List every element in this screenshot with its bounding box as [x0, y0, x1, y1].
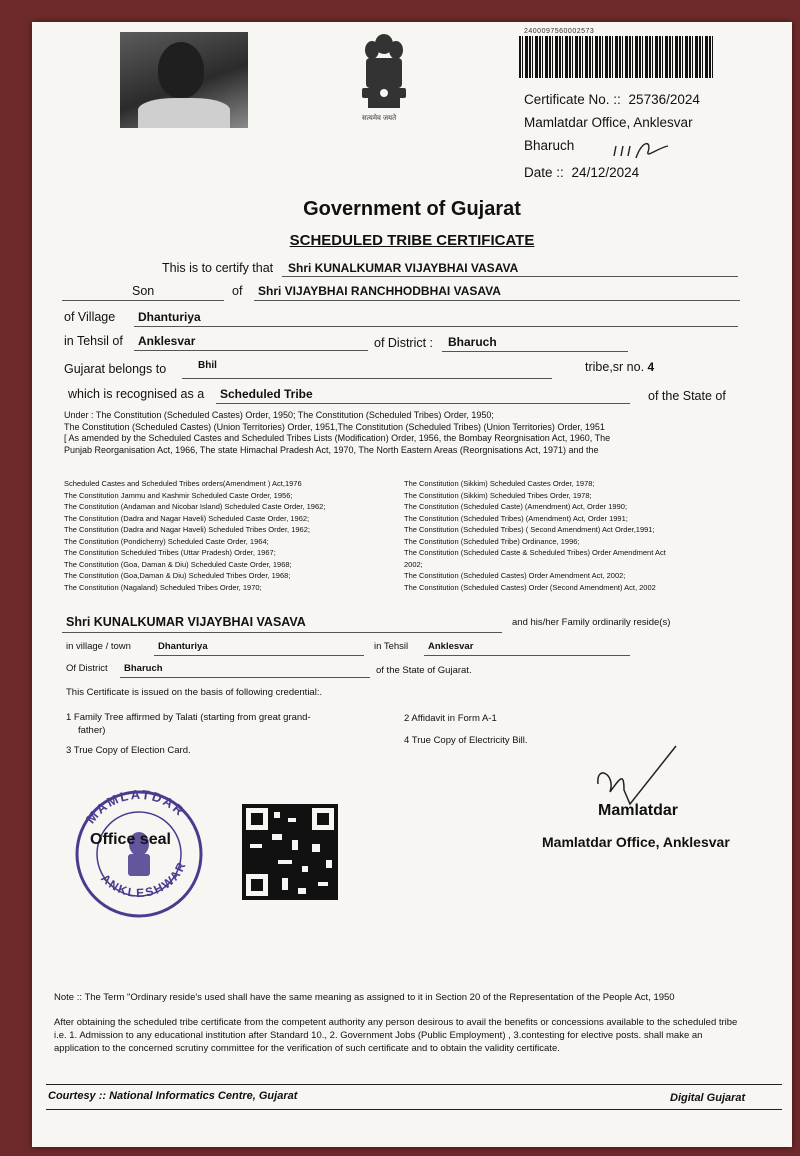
- office-seal: [64, 782, 214, 922]
- credential-2: 2 Affidavit in Form A-1: [404, 713, 497, 724]
- issuing-office: Mamlatdar Office, Anklesvar: [524, 115, 693, 130]
- residence-state-label: of the State of Gujarat.: [376, 665, 472, 676]
- recognised-value: Scheduled Tribe: [220, 387, 313, 401]
- certificate-number: 25736/2024: [628, 92, 700, 107]
- credential-3: 3 True Copy of Election Card.: [66, 745, 191, 756]
- tehsil-value: Anklesvar: [138, 334, 196, 348]
- state-of-label: of the State of: [648, 389, 726, 403]
- footer-digital-gujarat: Digital Gujarat: [670, 1092, 746, 1104]
- svg-text:MAMLATDAR: MAMLATDAR: [82, 786, 189, 827]
- residence-tehsil-label: in Tehsil: [374, 641, 409, 652]
- residence-district-value: Bharuch: [124, 663, 163, 674]
- footer-courtesy: Courtesy :: National Informatics Centre, Gujarat: [48, 1090, 298, 1102]
- tehsil-label: in Tehsil of: [64, 334, 123, 348]
- issue-date-row: Date :: 24/12/2024: [524, 165, 640, 180]
- qr-code: [242, 804, 338, 900]
- credential-4: 4 True Copy of Electricity Bill.: [404, 735, 528, 746]
- district-value: Bharuch: [448, 335, 497, 349]
- residence-village-value: Dhanturiya: [158, 641, 208, 652]
- barcode: [519, 36, 713, 78]
- orders-list-right: The Constitution (Sikkim) Scheduled Castes Order, 1978; The Constitution (Sikkim) Scheduled Tribes Order, 1978; The Constitution (Scheduled Caste) (Amendment) Act, Order 1990; The Constitution (Scheduled Tribes) (Amendment) Act, Order 1991; The Constitution (Scheduled Tribes) ( Second Amendment) Act Order,1991; The Constitution (Scheduled Tribe) Ordinance, 1996; The Constitution (Scheduled Caste & Scheduled Tribes) Order Amendment Act 2002; The Constitution (Scheduled Castes) Order Amendment Act, 2002; The Constitution (Scheduled Castes) Order (Second Amendment) Act, 2002: [404, 479, 666, 592]
- emblem-motto: सत्यमेव जयते: [362, 115, 397, 122]
- relation-value: Son: [132, 284, 155, 298]
- village-label: of Village: [64, 310, 116, 324]
- state-emblem-icon: [354, 30, 414, 120]
- credential-1: 1 Family Tree affirmed by Talati (starting from great grand- father): [66, 712, 311, 736]
- of-label: of: [232, 284, 243, 298]
- tribe-sr-row: tribe,sr no. 4: [585, 360, 655, 374]
- residence-tehsil-value: Anklesvar: [428, 641, 474, 652]
- recognised-label: which is recognised as a: [68, 387, 205, 401]
- tribe-sr-value: 4: [647, 360, 655, 374]
- person-name: Shri KUNALKUMAR VIJAYBHAI VASAVA: [288, 261, 519, 275]
- certificate-paper: [32, 22, 792, 1147]
- issuing-district: Bharuch: [524, 138, 575, 153]
- after-paragraph: After obtaining the scheduled tribe certificate from the competent authority any person desirous to avail the benefits or concessions available to the scheduled tribe i.e. 1. Admission to any educational institution after Standard 10., 2. Government Jobs (Public Employment) , 3.contesting for elective posts. shall make an application to the concerned scrutiny committee for the verification of such certificate and to obtain the validity certificate.: [54, 1017, 738, 1054]
- belongs-label: Gujarat belongs to: [64, 362, 167, 376]
- applicant-photo: [120, 32, 248, 128]
- tribe-value: Bhil: [198, 360, 217, 371]
- family-reside-label: and his/her Family ordinarily reside(s): [512, 617, 671, 628]
- under-paragraph: Under : The Constitution (Scheduled Castes) Order, 1950; The Constitution (Scheduled Tribes) Order, 1950; The Constitution (Scheduled Castes) (Union Territories) Order, 1951,The Constitution (Scheduled Tribes) (Union Territories) Order, 1951 [ As amended by the Scheduled Castes and Scheduled Tribes Lists (Modification) Order, 1956, the Bombay Reorgnisation Act, 1960, The Punjab Reorganisation Act, 1966, The state Himachal Pradesh Act, 1970, The North Eastern Areas (Reorgnisations Act, 1971) and the: [64, 410, 611, 455]
- residence-village-label: in village / town: [66, 641, 131, 652]
- district-label: of District :: [374, 336, 434, 350]
- svg-text:Office seal: Office seal: [90, 831, 171, 848]
- resident-name: Shri KUNALKUMAR VIJAYBHAI VASAVA: [66, 615, 306, 629]
- note-text: Note :: The Term "Ordinary reside's used shall have the same meaning as assigned to it in Section 20 of the Representation of the People Act, 1950: [54, 992, 675, 1003]
- page-title: Government of Gujarat: [303, 198, 521, 220]
- residence-district-label: Of District: [66, 663, 108, 674]
- signatory-office: Mamlatdar Office, Anklesvar: [542, 834, 730, 850]
- father-name: Shri VIJAYBHAI RANCHHODBHAI VASAVA: [258, 284, 501, 298]
- certify-label: This is to certify that: [162, 261, 274, 275]
- initials-mark-icon: [612, 138, 672, 164]
- credential-intro: This Certificate is issued on the basis of following credential:.: [66, 687, 323, 698]
- village-value: Dhanturiya: [138, 310, 201, 324]
- svg-text:ANKLESHWAR: ANKLESHWAR: [98, 858, 190, 901]
- signatory-title: Mamlatdar: [598, 802, 679, 819]
- certificate-type: SCHEDULED TRIBE CERTIFICATE: [289, 232, 535, 249]
- barcode-number: 2400097560002573: [524, 28, 595, 35]
- orders-list-left: Scheduled Castes and Scheduled Tribes orders(Amendment ) Act,1976 The Constitution Jammu and Kashmir Scheduled Caste Order, 1956; The Constitution (Andaman and Nicobar Island) Scheduled Caste Order, 1962; The Constitution (Dadra and Nagar Haveli) Scheduled Caste Order, 1962; The Constitution (Dadra and Nagar Haveli) Scheduled Tribes Order, 1962; The Constitution (Pondicherry) Scheduled Caste Order, 1964; The Constitution Scheduled Tribes (Uttar Pradesh) Order, 1967; The Constitution (Goa, Daman & Diu) Scheduled Caste Order, 1968; The Constitution (Goa,Daman & Diu) Scheduled Tribes Order, 1968; The Constitution (Nagaland) Scheduled Tribes Order, 1970;: [64, 479, 326, 592]
- certificate-number-row: Certificate No. :: 25736/2024: [524, 92, 700, 107]
- issue-date: 24/12/2024: [571, 165, 640, 180]
